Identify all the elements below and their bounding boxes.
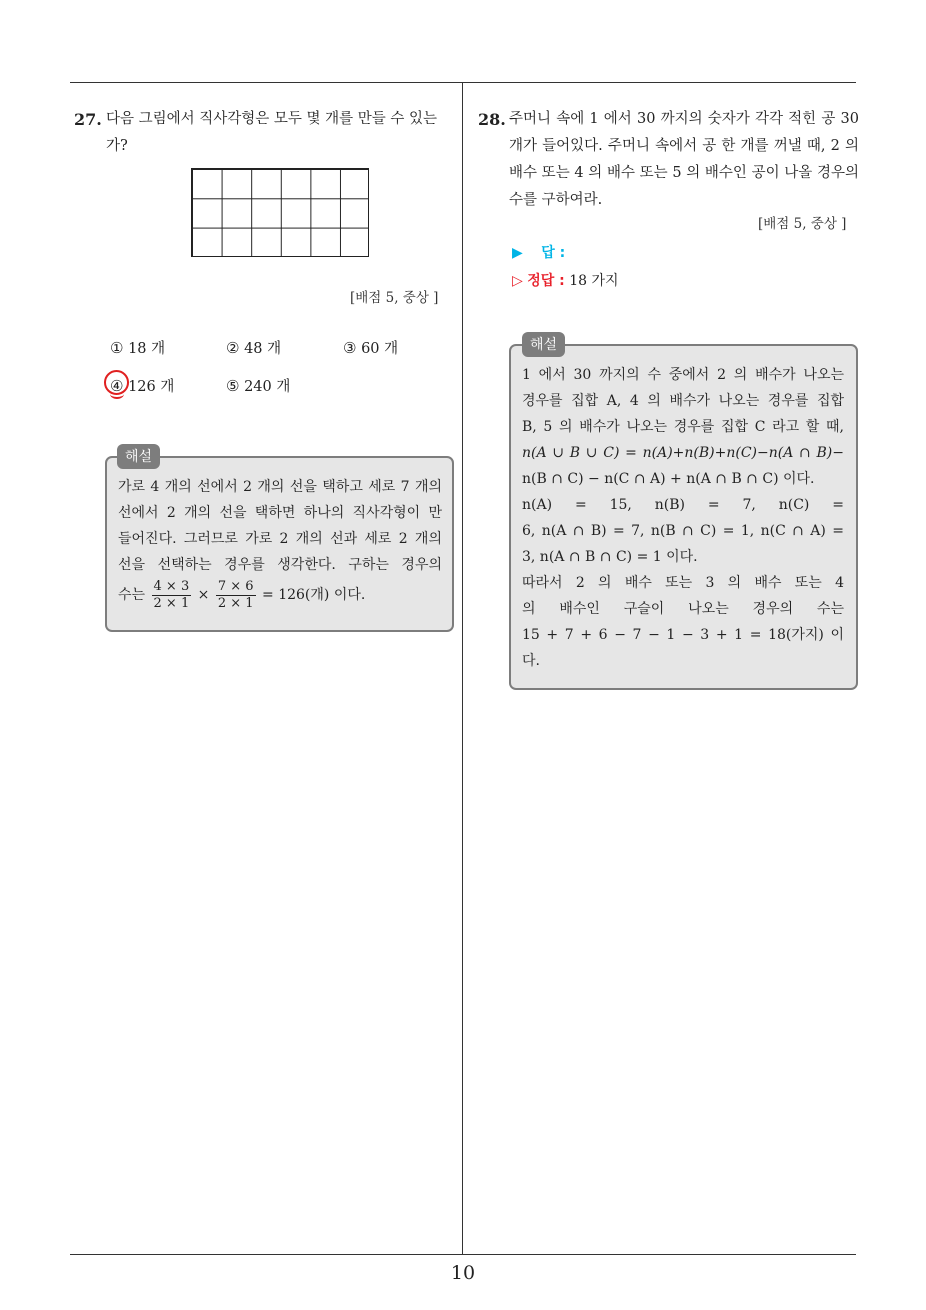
fraction-1 (152, 579, 192, 612)
q28-sol-line2: 경우를 집합 A, 4 의 배수가 나오는 경우를 집합 (522, 393, 844, 409)
choice-3-mark: ③ (343, 339, 357, 357)
q28-correct-row (512, 270, 619, 290)
q27-line1: 다음 그림에서 직사각형은 모두 몇 개를 만들 수 있는 (106, 111, 438, 127)
q28-sol-line11: 15 + 7 + 6 − 7 − 1 − 3 + 1 = 18(가지) 이 (522, 627, 844, 643)
q28-sol-line7: 6, n(A ∩ B) = 7, n(B ∩ C) = 1, n(C ∩ A) = (522, 523, 844, 539)
correct-value: 18 가지 (569, 273, 619, 289)
choice-1-text: 18 개 (128, 341, 166, 357)
q27-sol-line2: 선에서 2 개의 선을 택하면 하나의 직사각형이 만 (118, 505, 442, 521)
q28-sol-line12: 다. (522, 653, 540, 669)
correct-label: 정답 : (527, 273, 565, 289)
q28-sol-line1: 1 에서 30 까지의 수 중에서 2 의 배수가 나오는 (522, 367, 844, 383)
outline-triangle-icon: ▷ (512, 273, 523, 289)
choice-2-text: 48 개 (244, 341, 282, 357)
q27-choice-5[interactable] (226, 375, 290, 396)
q28-solution-tag: 해설 (522, 332, 565, 357)
q28-points: [배점 5, 중상 ] (758, 216, 847, 232)
q28-sol-line5: n(B ∩ C) − n(C ∩ A) + n(A ∩ B ∩ C) 이다. (522, 471, 815, 487)
answer-label: 답 : (541, 245, 566, 261)
q27-grid-figure (191, 168, 369, 257)
answer-circle-tail (110, 389, 124, 399)
q27-sol-line1: 가로 4 개의 선에서 2 개의 선을 택하고 세로 7 개의 (118, 479, 442, 495)
q28-line3: 배수 또는 4 의 배수 또는 5 의 배수인 공이 나올 경우의 (509, 165, 859, 181)
q27-sol-suffix: = 126(개) 이다. (262, 587, 366, 603)
choice-5-mark: ⑤ (226, 377, 240, 395)
choice-3-text: 60 개 (361, 341, 399, 357)
q28-answer-row[interactable] (512, 242, 565, 262)
q27-choice-3[interactable] (343, 337, 398, 358)
q28-question (509, 106, 859, 214)
q27-sol-line3: 들어진다. 그러므로 가로 2 개의 선과 세로 2 개의 (118, 531, 442, 547)
q27-choice-2[interactable] (226, 337, 281, 358)
q27-sol-prefix: 수는 (118, 587, 146, 603)
fraction-2-denominator: 2 × 1 (217, 595, 254, 611)
choice-2-mark: ② (226, 339, 240, 357)
fraction-1-numerator: 4 × 3 (153, 578, 190, 594)
bottom-rule (70, 1254, 856, 1255)
choice-4-text: 126 개 (128, 379, 175, 395)
q27-sol-line4: 선을 선택하는 경우를 생각한다. 구하는 경우의 (118, 557, 442, 573)
fraction-2 (216, 579, 256, 612)
fraction-1-denominator: 2 × 1 (153, 595, 190, 611)
q28-sol-line6: n(A) = 15, n(B) = 7, n(C) = (522, 497, 844, 513)
q27-line2: 가? (106, 138, 128, 154)
q28-line4: 수를 구하여라. (509, 192, 603, 208)
choice-4-mark: ④ (110, 377, 124, 395)
q28-sol-line3: B, 5 의 배수가 나오는 경우를 집합 C 라고 할 때, (522, 419, 844, 435)
q28-solution-text (522, 362, 844, 674)
q27-choice-1[interactable] (110, 337, 165, 358)
q28-line2: 개가 들어있다. 주머니 속에서 공 한 개를 꺼낼 때, 2 의 (509, 138, 859, 154)
fraction-2-numerator: 7 × 6 (217, 578, 254, 594)
q27-solution-text (118, 474, 442, 612)
choice-1-mark: ① (110, 339, 124, 357)
q28-number: 28. (478, 110, 506, 129)
q27-number: 27. (74, 110, 102, 129)
top-rule (70, 82, 856, 83)
choice-5-text: 240 개 (244, 379, 291, 395)
play-icon: ▶ (512, 245, 523, 261)
q27-sol-line5 (118, 578, 442, 612)
q28-sol-line4: n(A ∪ B ∪ C) = n(A)+n(B)+n(C)−n(A ∩ B)− (522, 445, 844, 461)
page-number: 10 (450, 1262, 476, 1284)
times-sign: × (197, 587, 210, 603)
column-divider (462, 82, 463, 1254)
q28-sol-line9: 따라서 2 의 배수 또는 3 의 배수 또는 4 (522, 575, 844, 591)
q28-sol-line8: 3, n(A ∩ B ∩ C) = 1 이다. (522, 549, 698, 565)
q28-sol-line10: 의 배수인 구슬이 나오는 경우의 수는 (522, 601, 844, 617)
q27-question (106, 106, 456, 160)
q28-line1: 주머니 속에 1 에서 30 까지의 숫자가 각각 적힌 공 30 (509, 111, 859, 127)
q27-points: [배점 5, 중상 ] (350, 290, 439, 306)
q27-solution-tag: 해설 (117, 444, 160, 469)
